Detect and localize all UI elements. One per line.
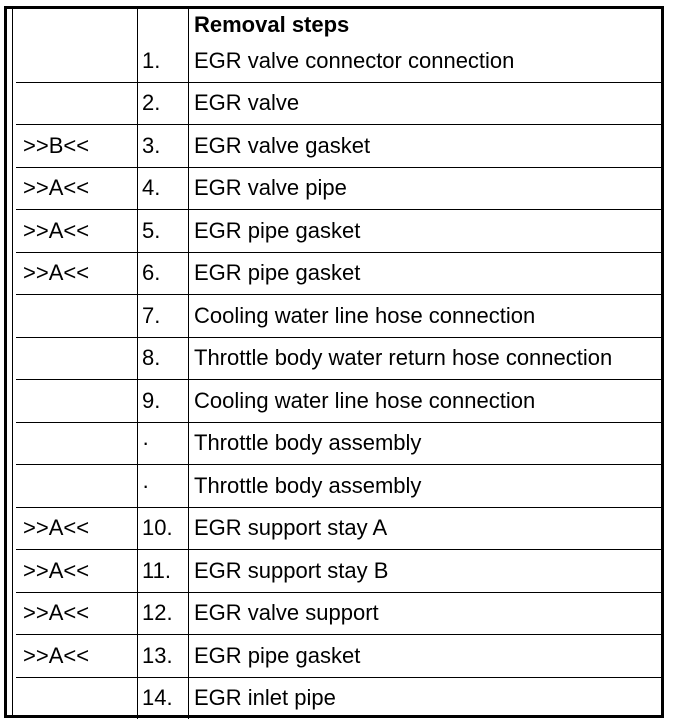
row-step-description: EGR valve pipe [189, 167, 665, 210]
removal-steps-table [16, 9, 664, 719]
table-row [16, 635, 664, 678]
row-step-number: 10. [138, 507, 189, 550]
row-step-number: 2. [138, 82, 189, 125]
table-row [16, 295, 664, 338]
table-row [16, 507, 664, 550]
row-ref-cell: >>A<< [16, 252, 138, 295]
table-row [16, 380, 664, 423]
row-ref-cell [16, 337, 138, 380]
row-ref-cell: >>A<< [16, 550, 138, 593]
row-step-description: EGR support stay B [189, 550, 665, 593]
row-ref-cell [16, 422, 138, 465]
row-step-number: 12. [138, 592, 189, 635]
row-step-number: 1. [138, 40, 189, 82]
row-step-description: Throttle body water return hose connection [189, 337, 665, 380]
row-ref-cell [16, 82, 138, 125]
table-row [16, 252, 664, 295]
row-step-description: EGR valve connector connection [189, 40, 665, 82]
table-row [16, 40, 664, 82]
row-step-number: 7. [138, 295, 189, 338]
row-step-description: EGR pipe gasket [189, 252, 665, 295]
row-ref-cell: >>A<< [16, 507, 138, 550]
table-row [16, 465, 664, 508]
row-step-description: EGR pipe gasket [189, 635, 665, 678]
table-row [16, 125, 664, 168]
row-ref-cell: >>A<< [16, 167, 138, 210]
removal-steps-table-frame [4, 6, 664, 718]
table-row [16, 677, 664, 719]
row-ref-cell: >>A<< [16, 592, 138, 635]
header-title: Removal steps [189, 9, 665, 40]
table-header-row [16, 9, 664, 40]
left-margin-rule [12, 9, 13, 715]
row-step-description: EGR inlet pipe [189, 677, 665, 719]
row-ref-cell [16, 465, 138, 508]
row-step-description: Cooling water line hose connection [189, 295, 665, 338]
row-step-description: EGR support stay A [189, 507, 665, 550]
row-step-number: 3. [138, 125, 189, 168]
table-row [16, 550, 664, 593]
row-step-number: · [138, 465, 189, 508]
header-num-cell [138, 9, 189, 40]
row-step-number: 14. [138, 677, 189, 719]
row-step-number: 4. [138, 167, 189, 210]
row-step-number: 5. [138, 210, 189, 253]
row-step-number: 11. [138, 550, 189, 593]
row-step-number: 13. [138, 635, 189, 678]
row-ref-cell [16, 295, 138, 338]
row-step-number: · [138, 422, 189, 465]
row-step-description: Throttle body assembly [189, 465, 665, 508]
row-step-description: EGR valve support [189, 592, 665, 635]
table-row [16, 210, 664, 253]
row-ref-cell [16, 380, 138, 423]
row-ref-cell [16, 677, 138, 719]
table-row [16, 82, 664, 125]
row-step-description: EGR valve [189, 82, 665, 125]
row-ref-cell: >>A<< [16, 635, 138, 678]
row-ref-cell: >>A<< [16, 210, 138, 253]
row-step-description: Cooling water line hose connection [189, 380, 665, 423]
row-ref-cell [16, 40, 138, 82]
table-row [16, 422, 664, 465]
row-step-description: EGR valve gasket [189, 125, 665, 168]
row-step-description: Throttle body assembly [189, 422, 665, 465]
row-ref-cell: >>B<< [16, 125, 138, 168]
table-row [16, 592, 664, 635]
table-row [16, 167, 664, 210]
row-step-number: 8. [138, 337, 189, 380]
row-step-number: 9. [138, 380, 189, 423]
row-step-description: EGR pipe gasket [189, 210, 665, 253]
table-row [16, 337, 664, 380]
header-ref-cell [16, 9, 138, 40]
row-step-number: 6. [138, 252, 189, 295]
